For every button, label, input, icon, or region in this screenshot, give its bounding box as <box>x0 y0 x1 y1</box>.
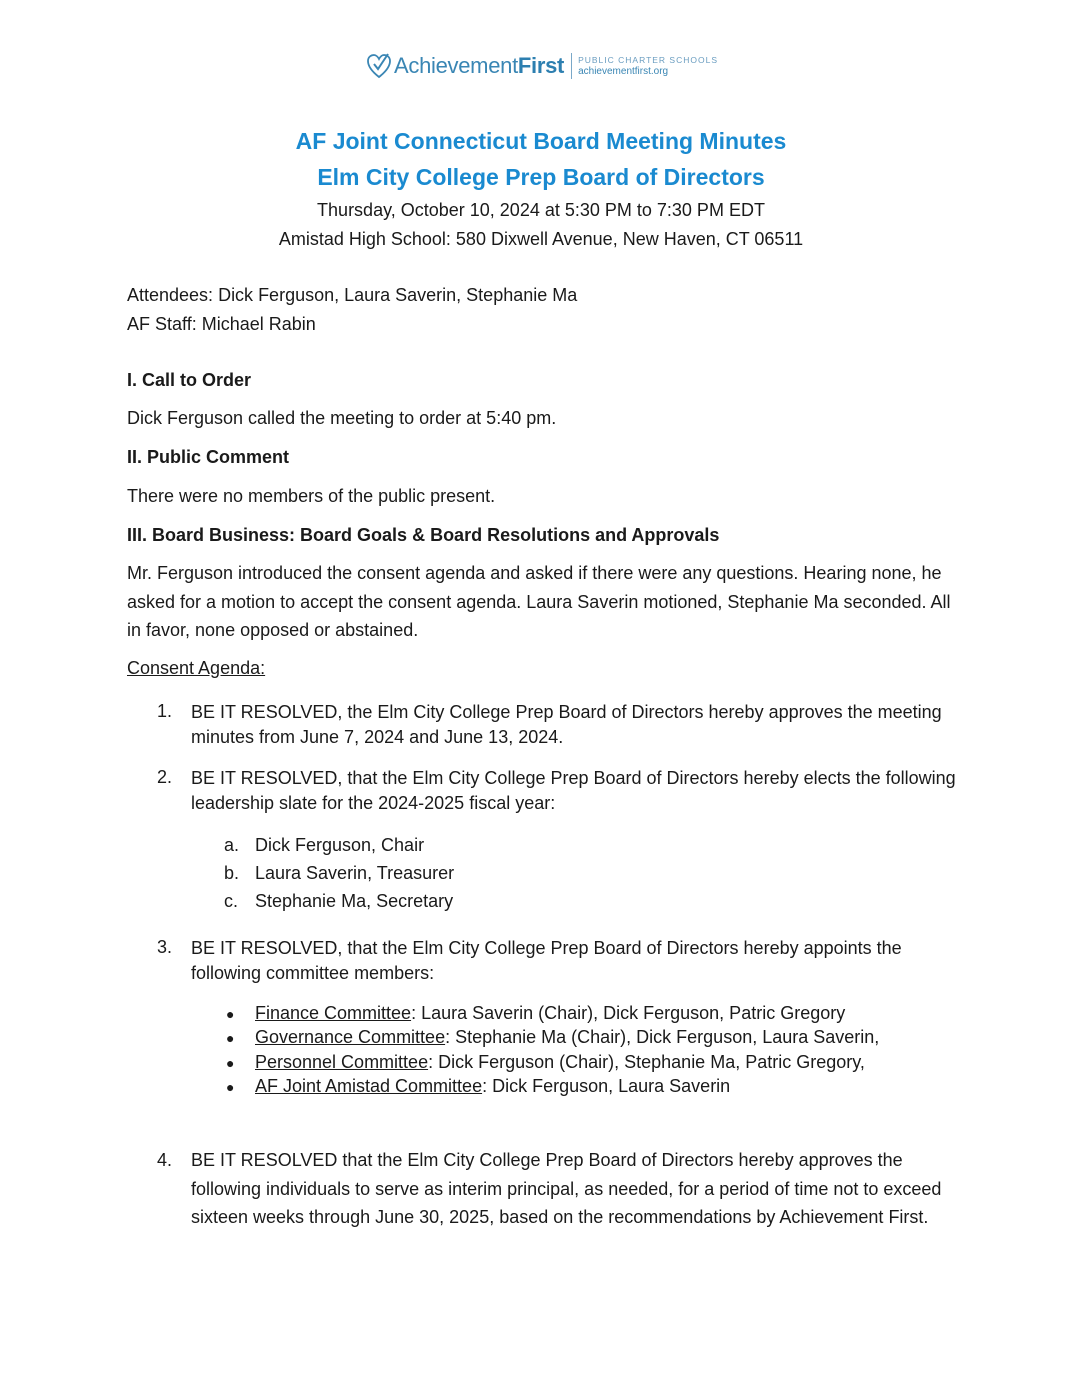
meeting-datetime: Thursday, October 10, 2024 at 5:30 PM to 7:30 PM EDT <box>317 200 765 220</box>
committee-name: Governance Committee <box>255 1027 446 1047</box>
list-number: 2. <box>157 767 173 787</box>
resolution-text: BE IT RESOLVED, that the Elm City College Prep Board of Directors hereby appoints the following committee members: <box>191 938 902 983</box>
list-number: 4. <box>157 1150 173 1170</box>
committee-name: AF Joint Amistad Committee <box>255 1076 483 1096</box>
logo-tagline-block <box>578 55 718 77</box>
list-number: 3. <box>157 937 173 957</box>
staff-line: AF Staff: Michael Rabin <box>127 314 316 334</box>
resolution-text: BE IT RESOLVED, the Elm City College Prep Board of Directors hereby approves the meeting minutes from June 7, 2024 and June 13, 2024. <box>191 702 942 747</box>
section-heading: II. Public Comment <box>127 447 290 467</box>
committee-item <box>255 1027 879 1048</box>
committee-name: Personnel Committee <box>255 1052 429 1072</box>
meeting-location: Amistad High School: 580 Dixwell Avenue, New Haven, CT 06511 <box>278 229 804 249</box>
officer-item: Laura Saverin, Treasurer <box>255 863 455 883</box>
committee-name: Finance Committee <box>255 1003 412 1023</box>
logo-tagline: PUBLIC CHARTER SCHOOLS <box>578 55 719 65</box>
section-heading: III. Board Business: Board Goals & Board Resolutions and Approvals <box>127 525 720 545</box>
committee-members: : Laura Saverin (Chair), Dick Ferguson, Patric Gregory <box>411 1003 846 1023</box>
logo-website: achievementfirst.org <box>578 66 669 77</box>
committee-members: : Stephanie Ma (Chair), Dick Ferguson, Laura Saverin, <box>445 1027 880 1047</box>
list-letter: a. <box>224 835 240 855</box>
committee-item <box>255 1076 730 1097</box>
attendees-line: Attendees: Dick Ferguson, Laura Saverin, Stephanie Ma <box>127 285 578 305</box>
list-letter: b. <box>224 863 240 883</box>
page-subtitle: Elm City College Prep Board of Directors <box>317 164 765 190</box>
committee-item <box>255 1052 865 1073</box>
logo-divider <box>571 53 572 79</box>
committee-members: : Dick Ferguson, Laura Saverin <box>482 1076 731 1096</box>
resolution-text: BE IT RESOLVED, that the Elm City College Prep Board of Directors hereby elects the following leadership slate for the 2024-2025 fiscal year: <box>191 768 956 813</box>
resolution-text: BE IT RESOLVED that the Elm City College Prep Board of Directors hereby approves the following individuals to serve as interim principal, as needed, for a period of time not to exceed sixteen weeks through June 30, 2025, based on the recommendations by Achievement First. <box>191 1150 942 1227</box>
committee-members: : Dick Ferguson (Chair), Stephanie Ma, Patric Gregory, <box>428 1052 865 1072</box>
heart-check-icon <box>366 52 392 80</box>
consent-agenda-label: Consent Agenda: <box>127 658 266 678</box>
committee-item <box>255 1003 845 1024</box>
officer-item: Stephanie Ma, Secretary <box>255 891 454 911</box>
list-letter: c. <box>224 891 239 911</box>
page-title: AF Joint Connecticut Board Meeting Minutes <box>295 128 787 154</box>
bullet-icon: ● <box>226 1079 235 1095</box>
section-body: Mr. Ferguson introduced the consent agenda and asked if there were any questions. Hearing none, he asked for a motion to accept the consent agenda. Laura Saverin motioned, Stephanie Ma seconded. All in favor, none opposed or abstained. <box>127 563 951 640</box>
section-body: Dick Ferguson called the meeting to order at 5:40 pm. <box>127 408 557 428</box>
bullet-icon: ● <box>226 1006 235 1022</box>
bullet-icon: ● <box>226 1055 235 1071</box>
bullet-icon: ● <box>226 1030 235 1046</box>
section-heading: I. Call to Order <box>127 370 252 390</box>
logo-wordmark: AchievementFirst <box>394 53 565 78</box>
list-number: 1. <box>157 701 173 721</box>
section-body: There were no members of the public present. <box>127 486 496 506</box>
officer-item: Dick Ferguson, Chair <box>255 835 425 855</box>
logo <box>366 50 718 82</box>
